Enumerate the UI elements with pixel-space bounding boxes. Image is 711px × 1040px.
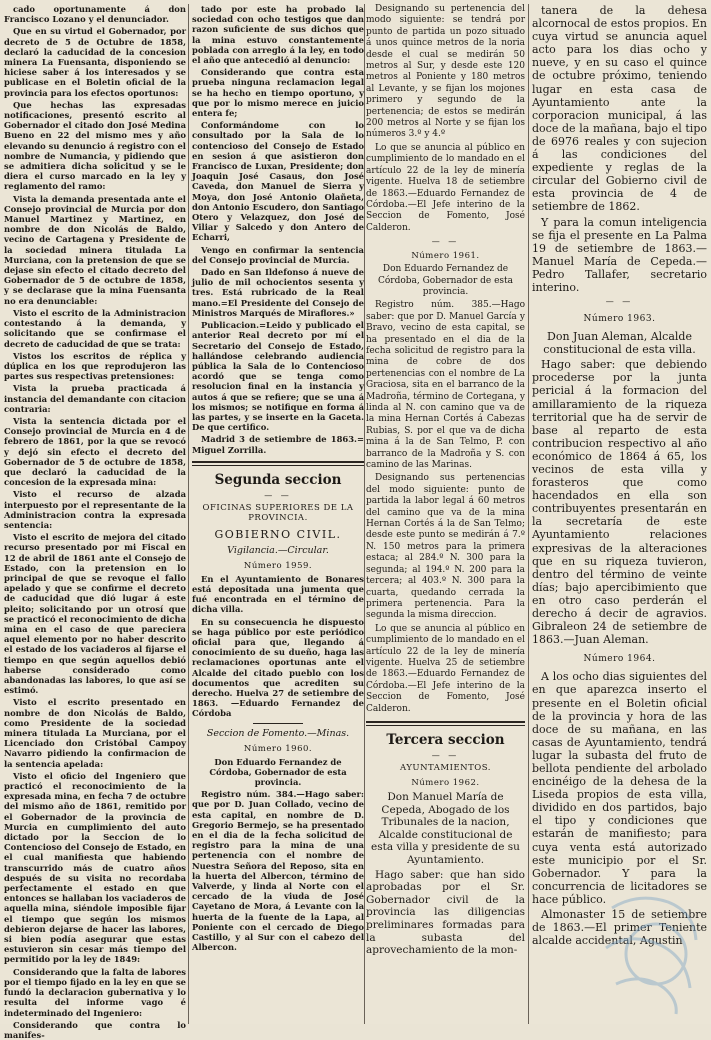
subject-heading: Vigilancia.—Circular. <box>227 544 329 556</box>
paragraph: Visto el oficio del Ingeniero que practicó el reconocimiento de la expresada mina, en fecha 7 de octubre del mismo año de 1861, remitido por el Gobernador de la provincia de Murcia en cumplimiento del auto dictado por la Seccion de lo Contencioso del Consejo de Estado, en el cual manifiesta que habiendo transcurrido más de cuatro años después de su visita no recordaba perfectamente el estado en que entonces se hallaban los vaciaderos de aquella mina, siéndole imposible fijar el tiempo que según los mismos debieron dejarse de hacer las labores, si bien podía asegurar que estas estuvieron sin cesar más tiempo del permitido por la ley de 1849: <box>4 770 186 965</box>
paragraph: Considerando que contra lo manifes- <box>4 1019 186 1040</box>
notice-number: Número 1960. <box>243 743 313 754</box>
paragraph: Vista la sentencia dictada por el Consejo provincial de Murcia en 4 de febrero de 1861, por la que se revocó y dejó sin efecto el decreto del Gobernador de 5 de octubre de 1858, que declaró la caducidad de la concesion de la expresada mina: <box>4 415 186 488</box>
column-3 <box>366 4 525 1024</box>
paragraph: Designando sus pertenencias del modo siguiente: punto de partida la labor legal á 60 metros del camino que va de la mina Hernan Cortés á la de San Telmo; desde este punto se medirán á 7.º N. 150 metros para la primera estaca; al 284.º N. 300 para la segunda; al 194.º N. 200 para la tercera; al 403.º N. 300 para la cuarta, quedando cerrada la primera pertenencia. Para la segunda la misma direccion. <box>366 473 525 621</box>
paragraph: Y para la comun inteligencia se fija el presente en La Palma 19 de setiembre de 1863.—Manuel María de Cepeda.—Pedro Tallafer, secretario interino. <box>532 215 707 294</box>
paragraph: En su consecuencia he dispuesto se haga público por este periódico oficial para que, llegando á conocimiento de su dueño, haga las reclamaciones oportunas ante el Alcalde del citado pueblo con los documentos que acrediten su derecho. Huelva 27 de setiembre de 1863. —Eduardo Fernandez de Córdoba <box>192 616 364 719</box>
paragraph: Visto el escrito presentado en nombre de don Nicolás de Baldo, como Presidente de la sociedad minera titulada La Murciana, por el Licenciado don Cristóbal Campoy Navarro pidiendo la confirmacion de la sentencia apelada: <box>4 697 186 769</box>
paragraph: Vengo en confirmar la sentencia del Consejo provincial de Murcia. <box>192 244 364 265</box>
paragraph: Hago saber: que han sido aprobadas por el Sr. Gobernador civil de la provincia las diligencias preliminares formadas para la subasta del aprovechamiento de la mon- <box>366 868 525 957</box>
divider-dash: — — <box>605 297 634 307</box>
department-heading: GOBIERNO CIVIL. <box>214 527 342 541</box>
issuer-line: Don Manuel María de Cepeda, Abogado de los Tribunales de la nacion, Alcalde constitucional de esta villa y presidente de su Ayuntamiento. <box>371 790 520 866</box>
notice-number: Número 1959. <box>243 560 313 571</box>
issuer-line: Don Eduardo Fernandez de Córdoba, Gobernador de esta provincia. <box>209 756 347 787</box>
divider <box>253 723 303 724</box>
paragraph: Visto el recurso de alzada interpuesto por el representante de la Administracion contra la expresada sentencia: <box>4 489 186 530</box>
column-1 <box>4 4 186 1040</box>
column-2 <box>192 4 364 1024</box>
signature-line: Madrid 3 de setiembre de 1863.= Miguel Zorrilla. <box>192 434 364 455</box>
column-rule <box>364 4 365 1024</box>
subsection-heading: OFICINAS SUPERIORES DE LA PROVINCIA. <box>202 502 354 523</box>
paragraph: Lo que se anuncia al público en cumplimiento de lo mandado en el artículo 22 de la ley de minería vigente. Huelva 18 de setiembre de 1863.—Eduardo Fernandez de Córdoba.—El Jefe interino de la Seccion de Fomento, José Calderon. <box>366 142 525 233</box>
subsection-heading: AYUNTAMIENTOS. <box>400 762 491 773</box>
paragraph: cado oportunamente á don Francisco Lozano y el denunciador. <box>4 4 186 25</box>
paragraph: Visto el escrito de mejora del citado recurso presentado por mi Fiscal en 12 de abril de 1861 ante el Consejo de Estado, con la pretension en lo principal de que se revoque el fallo apelado y que se confirme el decreto de caducidad que dió lugar á este pleito; solicitando por un otrosí que se practicó el reconocimiento de dicha mina en el caso de que pareciera aquel elemento por no haber descrito el estado de los vaciaderos al fijarse el tiempo en que según aquellos debió haberse considerado como abandonadas las labores, lo que así se estimó. <box>4 532 186 696</box>
paragraph: tanera de la dehesa alcornocal de estos propios. En cuya virtud se anuncia aquel acto para los dias ocho y nueve, y en su caso el quince de octubre próximo, teniendo lugar en esta casa de Ayuntamiento ante la corporacion municipal, á las doce de la mañana, bajo el tipo de 6976 reales y con sujecion á las condiciones del expediente y reglas de la circular del Gobierno civil de esta provincia de 4 de setiembre de 1862. <box>532 4 707 214</box>
paragraph: Considerando que la falta de labores por el tiempo fijado en la ley en que se fundó la declaracion gubernativa y lo resulta del informe vago é indeterminado del Ingeniero: <box>4 966 186 1018</box>
paragraph: tado por este ha probado la sociedad con ocho testigos que dan razon suficiente de sus dichos que la mina estuvo constantemente poblada con arreglo á la ley, en todo el año que antecedió al denuncio: <box>192 4 364 66</box>
paragraph: Registro núm. 385.—Hago saber: que por D. Manuel García y Bravo, vecino de esta capital, se ha presentado en el dia de la fecha solicitud de registro para la mina de cobre de dos pertenencias con el nombre de La Graciosa, sita en el barranco de la Madroña, término de Cortegana, y linda al N. con camino que va de la mina Hernan Cortés á Cabezas Rubias, S. por el que va de dicha mina á la de San Telmo, P. con barranco de la Madroña y S. con camino de las Marinas. <box>366 300 525 471</box>
paragraph: Visto el escrito de la Administracion contestando á la demanda, y solicitando que se confirmase el decreto de caducidad de que se trata: <box>4 307 186 349</box>
paragraph: Hago saber: que debiendo procederse por la junta pericial á la formacion del amillaramiento de la riqueza territorial que ha de servir de base al reparto de esta contribucion respectivo al año económico de 1864 á 65, los vecinos de esta villa y forasteros que como hacendados en ella son contribuyentes presentarán en la secretaría de este Ayuntamiento relaciones expresivas de la alteraciones que en su riqueza tuvieron, dentro del término de veinte días; bajo apercibimiento que en otro caso perderán el derecho á decir de agravios. Gibraleon 24 de setiembre de 1863.—Juan Aleman. <box>532 358 707 647</box>
column-4 <box>532 4 707 1024</box>
paragraph: Vista la demanda presentada ante el Consejo provincial de Murcia por don Manuel Martinez y Martinez, en nombre de don Nicolás de Baldo, vecino de Cartagena y Presidente de la sociedad minera titulada La Murciana, con la pretension de que se dejase sin efecto el citado decreto del Gobernador de 5 de octubre de 1858, y se declarase que la mina Fuensanta no era denunciable: <box>4 193 186 306</box>
paragraph: Dado en San Ildefonso á nueve de julio de mil ochocientos sesenta y tres. Está rubricado de la Real mano.=El Presidente del Consejo de Ministros Marqués de Miraflores.» <box>192 267 364 318</box>
subject-heading: Seccion de Fomento.—Minas. <box>206 727 350 739</box>
issuer-line: Don Juan Aleman, Alcalde constitucional de esta villa. <box>543 330 696 357</box>
paragraph: Conformándome con lo consultado por la Sala de lo contencioso del Consejo de Estado en sesion á que asistieron don Francisco de Luxan, Presidente; don Joaquin José Casaus, don José Caveda, don Manuel de Sierra y Moya, don José Antonio Olañeta, don Antonio Escudero, don Santiago Otero y Velazquez, don José de Viliar y Salcedo y don Antero de Echarri, <box>192 120 364 243</box>
paragraph: Vistos los escritos de réplica y dúplica en los que reprodujeron las partes sus respectivas pretensiones: <box>4 350 186 382</box>
paragraph: Vista la prueba practicada á instancia del demandante con citacion contraria: <box>4 383 186 414</box>
divider-dash: — — <box>431 237 460 247</box>
paragraph: Que hechas las expresadas notificaciones, presentó escrito al Gobernador el citado don José Medina Bueno en 22 del mismo mes y año elevando su denuncio á registro con el nombre de Numancia, y pidiendo que se admitiera dicha solicitud y se le diera el curso marcado en la ley y reglamento del ramo: <box>4 99 186 192</box>
paragraph: Designando su pertenencia del modo siguiente: se tendrá por punto de partida un pozo situado á unos quince metros de la noria desde el cual se medirán 50 metros al Sur, y desde este 120 metros al Poniente y 180 metros al Levante, y se fijan los mojones primero y segundo de la pertenencia; de estos se medirán 200 metros al Norte y se fijan los números 3.º y 4.º <box>366 4 525 140</box>
column-rule <box>528 4 529 1024</box>
divider-dash: — — <box>431 750 460 760</box>
section-heading: Tercera seccion <box>386 731 505 748</box>
issuer-line: Don Eduardo Fernandez de Córdoba, Gobernador de esta provincia. <box>377 264 513 297</box>
paragraph: En el Ayuntamiento de Bonares está depositada una jumenta que fué encontrada en el término de dicha villa. <box>192 573 364 615</box>
notice-number: Número 1964. <box>583 654 656 665</box>
divider-dash: — — <box>264 490 292 500</box>
paragraph: A los ocho dias siguientes del en que aparezca inserto el presente en el Boletin oficial de la provincia y hora de las doce de su mañana, en las casas de Ayuntamiento, tendrá lugar la subasta del fruto de bellota pendiente del arbolado encinéigo de la dehesa de la Liseda propios de esta villa, dividido en dos partidos, bajo el tipo y condiciones que estarán de manifiesto; para cuya venta está autorizado este municipio por el Sr. Gobernador. Y para la concurrencia de licitadores se hace público. <box>532 670 707 906</box>
paragraph: Almonaster 15 de setiembre de 1863.—El primer Teniente alcalde accidental, Agustin <box>532 908 707 948</box>
paragraph: Que en su virtud el Gobernador, por decreto de 5 de Octubre de 1858, declaró la caducidad de la concesion minera La Fuensanta, disponiendo se hiciese saber á los interesados y se publicase en el Boletin oficial de la provincia para los efectos oportunos: <box>4 26 186 98</box>
paragraph: Publicacion.=Leido y publicado el anterior Real decreto por mí el Secretario del Consejo de Estado, hallándose celebrando audiencia pública la Sala de lo Contencioso acordó que se tenga como resolucion final en la instancia y autos á que se refiere; que se una á los mismos; se notifique en forma á las partes, y se inserte en la Gaceta. De que certifico. <box>192 320 364 433</box>
column-rule <box>188 4 189 1024</box>
notice-number: Número 1963. <box>583 314 656 325</box>
paragraph: Considerando que contra esta prueba ninguna reclamacion legal se ha hecho en tiempo oportuno, y que por lo mismo merece en juicio entera fe; <box>192 67 364 119</box>
paragraph: Registro núm. 384.—Hago saber: que por D. Juan Collado, vecino de esta capital, en nombre de D. Gregorio Bermejo, se ha presentado en el dia de la fecha solicitud de registro para la mina de una pertenencia con el nombre de Nuestra Señora del Reposo, sita en la huerta del Albercon, término de Valverde, y linda al Norte con el cercado de la viuda de José Cayetano de Mora, á Levante con la huerta de la fuente de la Lapa, al Poniente con el cercado de Diego Castillo, y al Sur con el cabezo del Albercon. <box>192 789 364 953</box>
section-heading: Segunda seccion <box>214 471 342 488</box>
section-divider <box>192 461 364 466</box>
section-divider <box>366 721 525 726</box>
paragraph: Lo que se anuncia al público en cumplimiento de lo mandado en el artículo 22 de la ley de minería vigente. Huelva 25 de setiembre de 1863.—Eduardo Fernandez de Córdoba.—El Jefe interino de la Seccion de Fomento, José Calderon. <box>366 623 525 714</box>
notice-number: Número 1962. <box>411 777 480 788</box>
notice-number: Número 1961. <box>411 251 480 262</box>
